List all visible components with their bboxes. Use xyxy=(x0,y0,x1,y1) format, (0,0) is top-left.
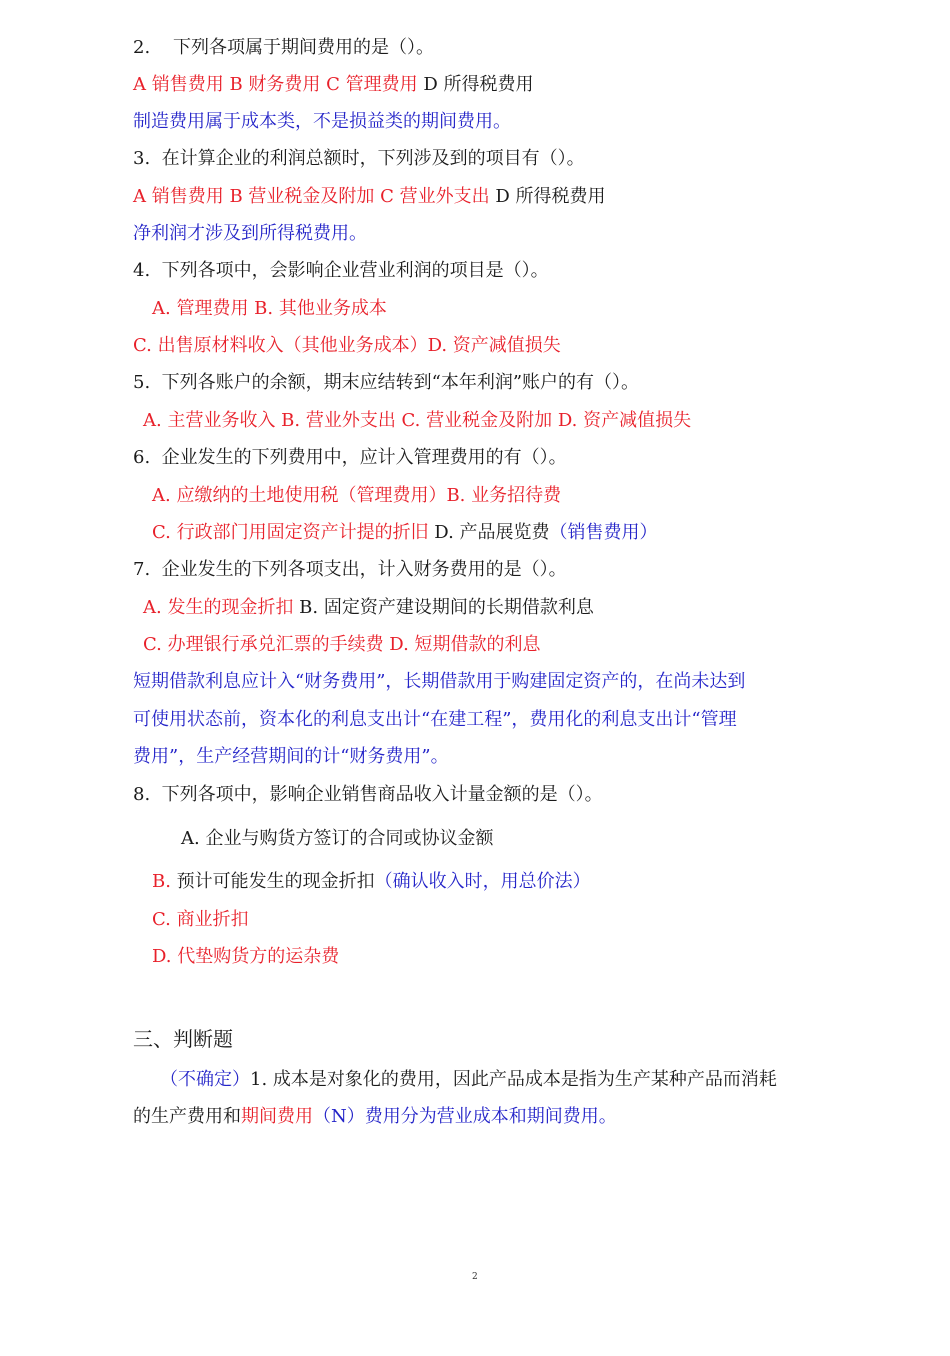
text-line xyxy=(181,827,493,851)
text-line xyxy=(133,73,533,97)
text-segment: C. 商业折扣 xyxy=(152,909,249,930)
text-segment: C. 行政部门用固定资产计提的折旧 xyxy=(152,522,435,543)
text-segment: （N）费用分为营业成本和期间费用。 xyxy=(313,1106,617,1127)
text-segment: 费用”，生产经营期间的计“财务费用”。 xyxy=(133,746,449,767)
text-segment: C. 办理银行承兑汇票的手续费 D. 短期借款的利息 xyxy=(143,634,541,655)
text-segment: A 销售费用 B 营业税金及附加 C 营业外支出 xyxy=(133,186,496,207)
text-segment: 8. 下列各项中，影响企业销售商品收入计量金额的是（）。 xyxy=(133,784,603,805)
text-segment: A. 管理费用 B. 其他业务成本 xyxy=(152,298,387,319)
text-line xyxy=(152,521,658,545)
text-segment: A. 发生的现金折扣 xyxy=(143,597,300,618)
text-line xyxy=(143,633,541,657)
text-line xyxy=(133,334,561,358)
text-line xyxy=(152,908,249,932)
text-line xyxy=(133,670,745,694)
text-line xyxy=(152,870,591,894)
text-segment: 6. 企业发生的下列费用中，应计入管理费用的有（）。 xyxy=(133,447,567,468)
text-segment: A. 应缴纳的土地使用税（管理费用）B. 业务招待费 xyxy=(152,485,562,506)
text-line xyxy=(152,297,387,321)
section-heading xyxy=(133,1027,233,1051)
text-line xyxy=(152,484,561,508)
text-line xyxy=(133,222,367,246)
text-segment: 3. 在计算企业的利润总额时，下列涉及到的项目有（）。 xyxy=(133,148,585,169)
text-segment: 4. 下列各项中，会影响企业营业利润的项目是（）。 xyxy=(133,260,549,281)
page-number: 2 xyxy=(472,1272,478,1282)
text-line xyxy=(133,1105,617,1129)
text-line xyxy=(160,1068,777,1092)
text-segment: （不确定） xyxy=(160,1069,250,1090)
text-segment: B. 固定资产建设期间的长期借款利息 xyxy=(299,597,594,618)
text-line xyxy=(133,185,605,209)
text-line xyxy=(133,446,567,470)
text-line xyxy=(133,36,434,60)
text-segment: 期间费用 xyxy=(241,1106,313,1127)
text-segment: 1. 成本是对象化的费用，因此产品成本是指为生产某种产品而消耗 xyxy=(250,1069,777,1090)
text-segment: A 销售费用 B 财务费用 C 管理费用 xyxy=(133,74,424,95)
text-segment: A. 企业与购货方签订的合同或协议金额 xyxy=(181,828,494,849)
text-line xyxy=(133,371,639,395)
text-segment: 5. 下列各账户的余额，期末应结转到“本年利润”账户的有（）。 xyxy=(133,372,640,393)
text-segment: 2. 下列各项属于期间费用的是（）。 xyxy=(133,37,435,58)
text-segment: 的生产费用和 xyxy=(133,1106,241,1127)
text-line xyxy=(133,708,737,732)
text-segment: 短期借款利息应计入“财务费用”，长期借款用于购建固定资产的，在尚未达到 xyxy=(133,671,746,692)
text-segment: （销售费用） xyxy=(549,522,658,543)
text-segment: D 所得税费用 xyxy=(423,74,534,95)
text-segment: D 所得税费用 xyxy=(495,186,606,207)
text-segment: 可使用状态前，资本化的利息支出计“在建工程”，费用化的利息支出计“管理 xyxy=(133,709,737,730)
text-segment: 三、判断题 xyxy=(133,1027,233,1051)
text-segment: 预计可能发生的现金折扣 xyxy=(176,871,375,892)
text-segment: （确认收入时，用总价法） xyxy=(374,871,591,892)
text-line xyxy=(133,259,549,283)
text-line xyxy=(133,558,567,582)
text-segment: 制造费用属于成本类，不是损益类的期间费用。 xyxy=(133,111,511,132)
text-line xyxy=(133,110,511,134)
text-line xyxy=(133,147,585,171)
text-line xyxy=(143,596,594,620)
text-segment: 7. 企业发生的下列各项支出，计入财务费用的是（）。 xyxy=(133,559,567,580)
text-segment: B. xyxy=(152,871,177,892)
text-segment: D. 代垫购货方的运杂费 xyxy=(152,946,340,967)
text-segment: A. 主营业务收入 B. 营业外支出 C. 营业税金及附加 D. 资产减值损失 xyxy=(143,410,692,431)
text-line xyxy=(143,409,691,433)
text-line xyxy=(152,945,339,969)
text-segment: 净利润才涉及到所得税费用。 xyxy=(133,223,367,244)
text-line xyxy=(133,783,603,807)
text-segment: C. 出售原材料收入（其他业务成本）D. 资产减值损失 xyxy=(133,335,561,356)
text-line xyxy=(133,745,449,769)
text-segment: D. 产品展览费 xyxy=(434,522,550,543)
